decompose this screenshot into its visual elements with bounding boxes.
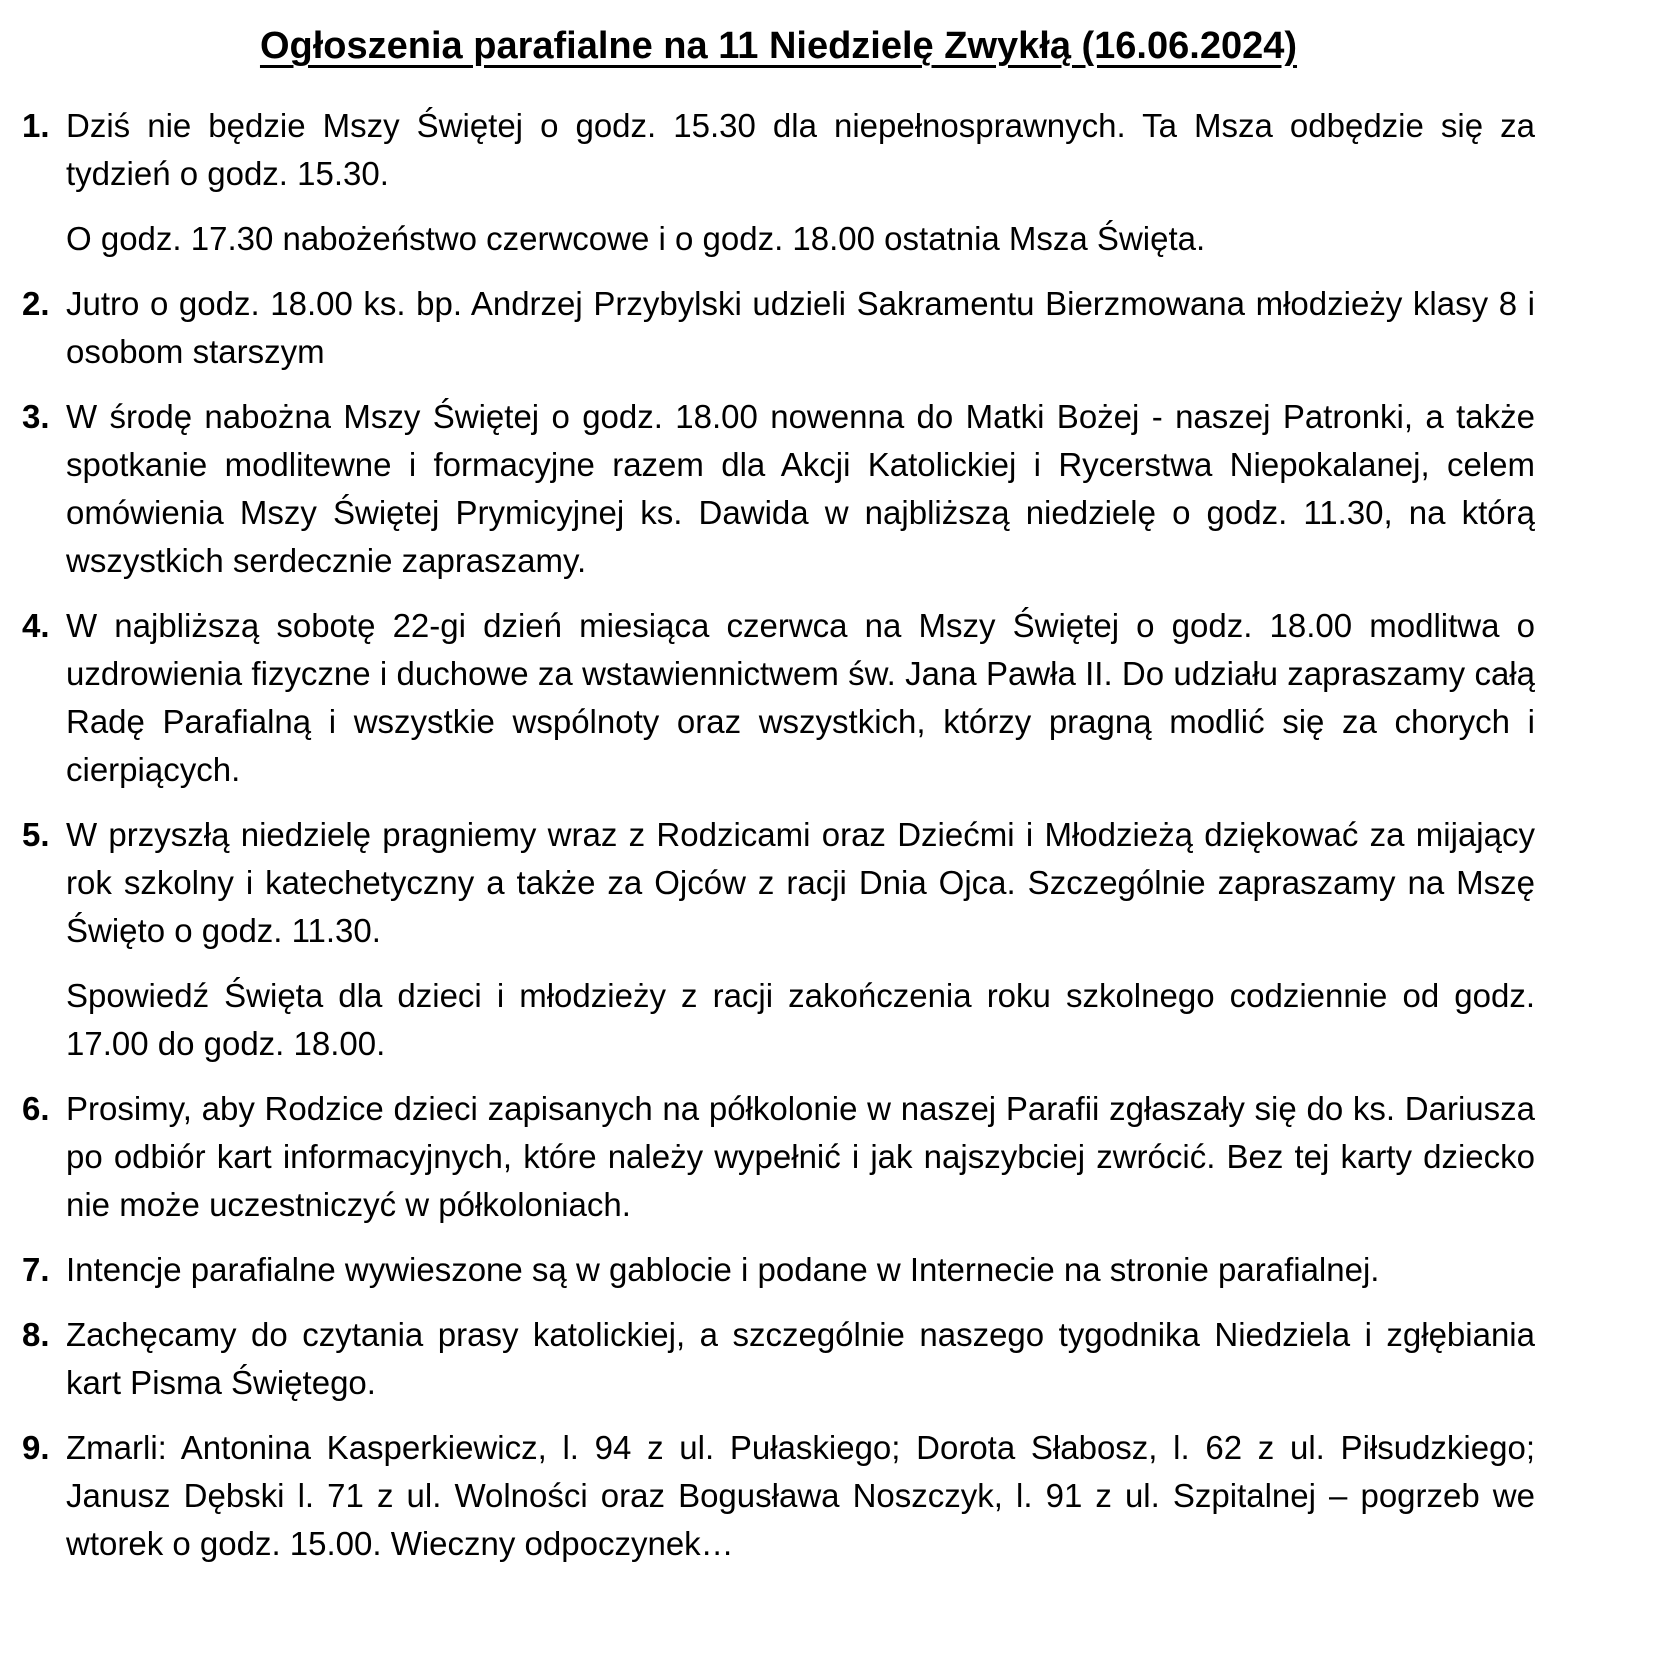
item-number: 3.: [22, 398, 50, 435]
document-title: Ogłoszenia parafialne na 11 Niedzielę Zwykłą (16.06.2024): [259, 25, 1298, 67]
item-body: [66, 393, 1535, 602]
item-number: 8.: [22, 1316, 50, 1353]
item-body: [66, 280, 1535, 393]
item-number: 9.: [22, 1429, 50, 1466]
list-item: [22, 811, 1535, 1085]
item-body: [66, 1424, 1535, 1585]
item-body: [66, 602, 1535, 811]
announcement-paragraph: Spowiedź Święta dla dzieci i młodzieży z racji zakończenia roku szkolnego codziennie od godz. 17.00 do godz. 18.00.: [66, 977, 1535, 1062]
announcement-paragraph: W przyszłą niedzielę pragniemy wraz z Rodzicami oraz Dziećmi i Młodzieżą dziękować za mijający rok szkolny i katechetyczny a także za Ojców z racji Dnia Ojca. Szczególnie zapraszamy na Mszę Święto o godz. 11.30.: [66, 816, 1535, 949]
announcement-paragraph: O godz. 17.30 nabożeństwo czerwcowe i o godz. 18.00 ostatnia Msza Święta.: [66, 220, 1206, 257]
item-body: [66, 102, 1535, 280]
item-number: 4.: [22, 607, 50, 644]
list-item: [22, 102, 1535, 280]
item-number: 1.: [22, 107, 50, 144]
announcement-paragraph: Zmarli: Antonina Kasperkiewicz, l. 94 z ul. Pułaskiego; Dorota Słabosz, l. 62 z ul. Piłsudzkiego; Janusz Dębski l. 71 z ul. Wolności oraz Bogusława Noszczyk, l. 91 z ul. Szpitalnej – pogrzeb we wtorek o godz. 15.00. Wieczny odpoczynek…: [66, 1429, 1535, 1562]
item-body: [66, 1246, 1535, 1311]
list-item: [22, 1085, 1535, 1246]
item-number: 2.: [22, 285, 50, 322]
item-number: 6.: [22, 1090, 50, 1127]
announcement-paragraph: Dziś nie będzie Mszy Świętej o godz. 15.30 dla niepełnosprawnych. Ta Msza odbędzie się za tydzień o godz. 15.30.: [66, 107, 1535, 192]
announcement-paragraph: Zachęcamy do czytania prasy katolickiej, a szczególnie naszego tygodnika Niedziela i zgłębiania kart Pisma Świętego.: [66, 1316, 1535, 1401]
item-number: 7.: [22, 1251, 50, 1288]
announcement-paragraph: Prosimy, aby Rodzice dzieci zapisanych na półkolonie w naszej Parafii zgłaszały się do ks. Dariusza po odbiór kart informacyjnych, które należy wypełnić i jak najszybciej zwrócić. Bez tej karty dziecko nie może uczestniczyć w półkoloniach.: [66, 1090, 1535, 1223]
item-body: [66, 1311, 1535, 1424]
announcements-list: [22, 102, 1535, 1585]
announcement-paragraph: W środę nabożna Mszy Świętej o godz. 18.00 nowenna do Matki Bożej - naszej Patronki, a także spotkanie modlitewne i formacyjne razem dla Akcji Katolickiej i Rycerstwa Niepokalanej, celem omówienia Mszy Świętej Prymicyjnej ks. Dawida w najbliższą niedzielę o godz. 11.30, na którą wszystkich serdecznie zapraszamy.: [66, 398, 1535, 579]
list-item: [22, 602, 1535, 811]
list-item: [22, 393, 1535, 602]
announcement-paragraph: Intencje parafialne wywieszone są w gablocie i podane w Internecie na stronie parafialnej.: [66, 1251, 1380, 1288]
item-number: 5.: [22, 816, 50, 853]
list-item: [22, 1424, 1535, 1585]
announcement-paragraph: Jutro o godz. 18.00 ks. bp. Andrzej Przybylski udzieli Sakramentu Bierzmowana młodzieży klasy 8 i osobom starszym: [66, 285, 1535, 370]
list-item: [22, 1311, 1535, 1424]
list-item: [22, 1246, 1535, 1311]
list-item: [22, 280, 1535, 393]
item-body: [66, 811, 1535, 1085]
announcement-paragraph: W najbliższą sobotę 22-gi dzień miesiąca czerwca na Mszy Świętej o godz. 18.00 modlitwa o uzdrowienia fizyczne i duchowe za wstawiennictwem św. Jana Pawła II. Do udziału zapraszamy całą Radę Parafialną i wszystkie wspólnoty oraz wszystkich, którzy pragną modlić się za chorych i cierpiących.: [66, 607, 1535, 788]
item-body: [66, 1085, 1535, 1246]
